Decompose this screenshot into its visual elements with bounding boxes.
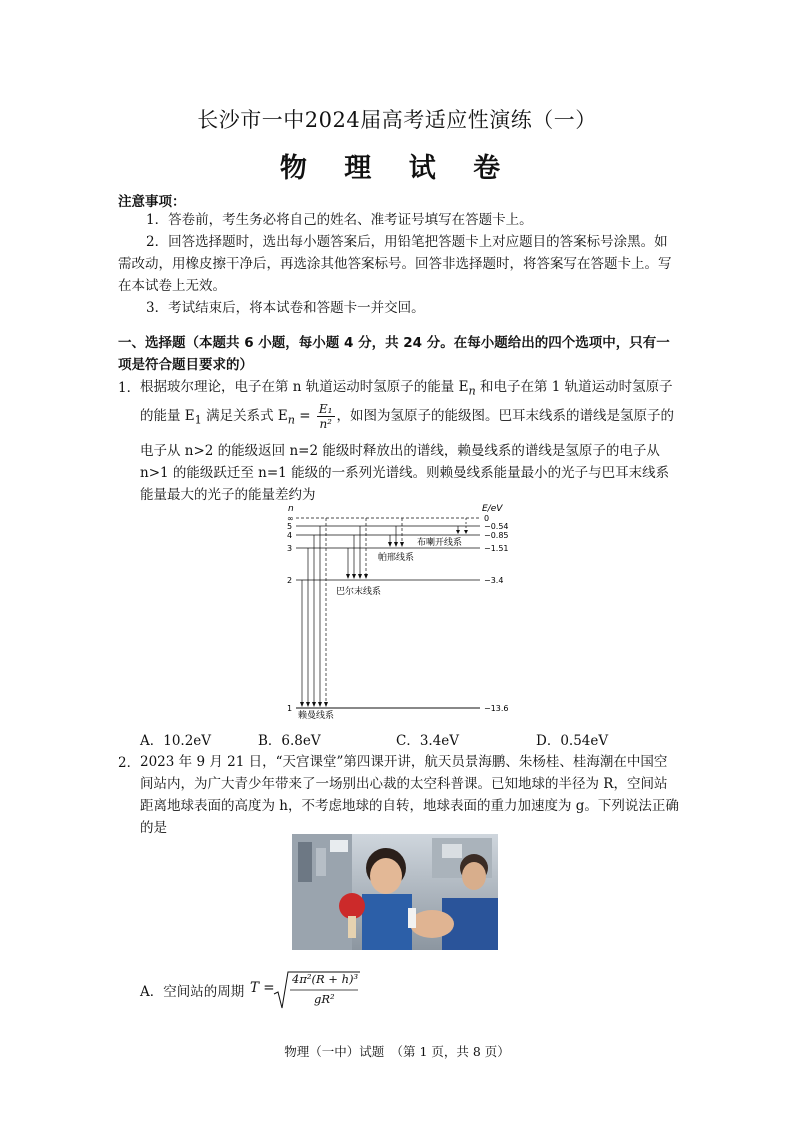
notice-item-3: 3．考试结束后，将本试卷和答题卡一并交回。 — [146, 300, 425, 316]
section-heading: 一、选择题（本题共 6 小题，每小题 4 分，共 24 分。在每小题给出的四个选项中，只有一项是符合题目要求的） — [118, 335, 670, 373]
option-b: B．6.8eV — [258, 733, 321, 749]
lyman-arrows — [302, 518, 326, 706]
question-1-options — [140, 729, 680, 749]
series-label-brackett: 布喇开线系 — [417, 538, 463, 548]
q1-text-c: 的能量 E — [140, 408, 195, 424]
level-e-1: −13.6 — [484, 704, 509, 713]
question-2-option-a — [140, 970, 680, 1010]
q1-text-a: 根据玻尔理论，电子在第 n 轨道运动时氢原子的能量 E — [140, 379, 469, 395]
notice-item-1: 1．答卷前，考生务必将自己的姓名、准考证号填写在答题卡上。 — [146, 212, 533, 228]
option-a-T: T = — [250, 980, 275, 996]
series-label-lyman: 赖曼线系 — [298, 711, 335, 721]
question-1-line-3: 电子从 n>2 的能级返回 n=2 能级时释放出的谱线，赖曼线系的谱线是氢原子的电子从 — [140, 443, 660, 459]
lyman-arrowheads — [300, 702, 328, 707]
fraction-denominator: n² — [319, 417, 332, 431]
level-n-5: 5 — [287, 522, 293, 531]
level-n-inf: ∞ — [287, 514, 294, 523]
option-a-denominator: gR² — [314, 992, 335, 1006]
option-d: D．0.54eV — [536, 733, 609, 749]
series-label-balmer: 巴尔末线系 — [336, 587, 382, 597]
fraction-numerator: E₁ — [318, 402, 333, 416]
question-2-text: 2023 年 9 月 21 日，“天宫课堂”第四课开讲，航天员景海鹏、朱杨桂、桂海潮在中国空间站内，为广大青少年带来了一场别出心裁的太空科普课。已知地球的半径为 R，空间站距离地球表面的高度为 h，不考虑地球的自转，地球表面的重力加速度为 g。下列说法正确的是 — [140, 754, 679, 836]
level-e-2: −3.4 — [484, 576, 504, 585]
level-e-3: −1.51 — [484, 544, 509, 553]
exam-subject: 物 理 试 卷 — [279, 153, 515, 184]
option-c: C．3.4eV — [396, 733, 460, 749]
balmer-arrowheads — [346, 574, 368, 579]
level-n-3: 3 — [287, 544, 293, 553]
q1-sub-c: n — [287, 413, 296, 427]
question-1-line-4: n>1 的能级跃迁至 n=1 能级的一系列光谱线。则赖曼线系能量最小的光子与巴耳末线系 — [140, 465, 670, 481]
space-station-photo — [292, 834, 498, 950]
question-1-line-1 — [140, 376, 680, 403]
energy-formula-fraction — [317, 402, 335, 431]
q1-sub-b: 1 — [194, 413, 202, 427]
q1-text-b: 和电子在第 1 轨道运动时氢原子 — [475, 379, 673, 395]
notice-heading: 注意事项： — [118, 194, 186, 210]
q1-text-e: ，如图为氢原子的能级图。巴耳末线系的谱线是氢原子的 — [336, 408, 674, 424]
level-n-1: 1 — [287, 704, 293, 713]
q1-sub-a: n — [468, 384, 476, 398]
brackett-arrowheads — [456, 530, 468, 534]
question-1-line-5: 能量最大的光子的能量差约为 — [140, 487, 316, 503]
level-e-inf: 0 — [484, 514, 490, 523]
question-number: 1． — [118, 380, 141, 396]
level-n-4: 4 — [287, 531, 293, 540]
option-a-label: A．空间站的周期 — [140, 984, 245, 1000]
exam-title: 长沙市一中2024届高考适应性演练（一） — [197, 108, 597, 132]
question-number: 2． — [118, 755, 141, 771]
level-n-2: 2 — [287, 576, 293, 585]
question-1-line-2 — [140, 402, 680, 432]
level-e-4: −0.85 — [484, 531, 509, 540]
option-a: A．10.2eV — [140, 733, 212, 749]
paschen-arrowheads — [388, 542, 404, 547]
n-axis-label: n — [288, 504, 294, 514]
paschen-arrows — [390, 518, 402, 546]
q1-text-d: 满足关系式 E — [201, 408, 288, 424]
energy-level-diagram — [282, 502, 522, 724]
q1-eq-sign: = — [295, 408, 315, 424]
energy-axis-label: E/eV — [482, 504, 503, 514]
series-label-paschen: 帕邢线系 — [378, 553, 415, 563]
option-a-numerator: 4π²(R + h)³ — [292, 972, 359, 986]
page-footer: 物理（一中）试题 （第 1 页，共 8 页） — [284, 1044, 510, 1059]
level-e-5: −0.54 — [484, 522, 509, 531]
notice-item-2: 2．回答选择题时，选出每小题答案后，用铅笔把答题卡上对应题目的答案标号涂黑。如需改动，用橡皮擦干净后，再选涂其他答案标号。回答非选择题时，将答案写在答题卡上。写在本试卷上无效。 — [118, 234, 672, 294]
